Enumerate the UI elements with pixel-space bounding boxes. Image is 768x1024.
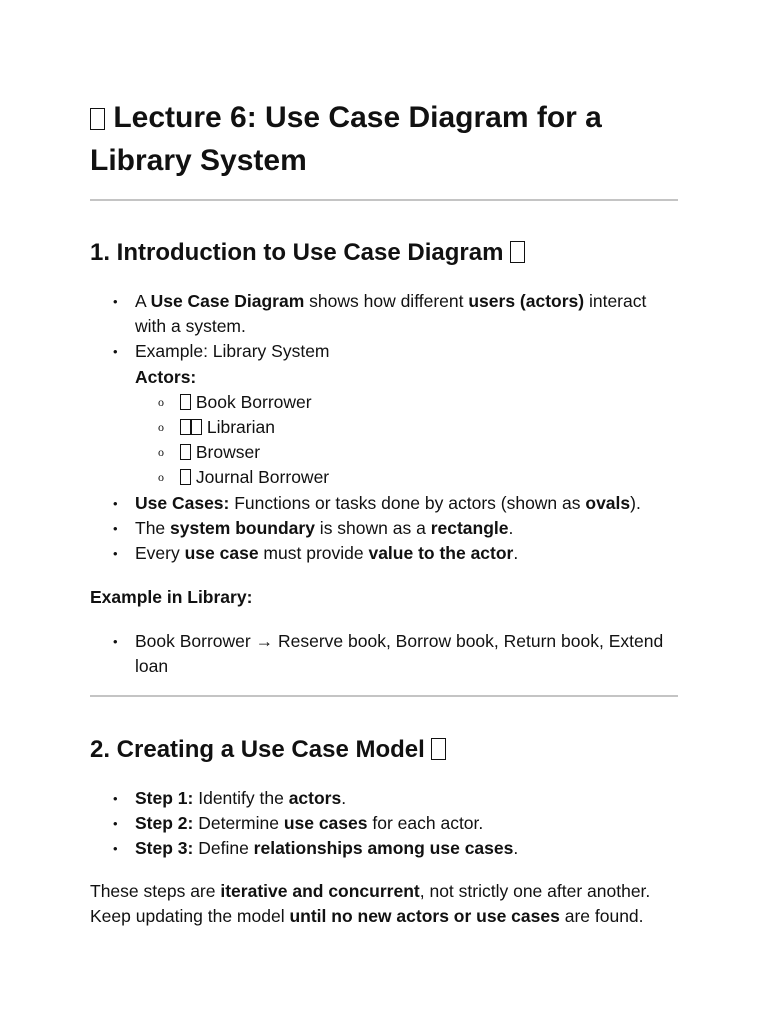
section-1-heading-text: 1. Introduction to Use Case Diagram	[90, 239, 504, 266]
actor-item: o Browser	[135, 440, 678, 465]
list-item	[90, 339, 678, 490]
actor-item: o Book Borrower	[135, 390, 678, 415]
example-text: Example: Library System	[135, 341, 330, 362]
actors-label: Actors:	[135, 366, 197, 387]
section-2-heading	[90, 735, 446, 765]
missing-glyph-icon	[90, 108, 105, 130]
section-2-heading-text: 2. Creating a Use Case Model	[90, 736, 425, 763]
list-item: • Use Cases: Functions or tasks done by actors (shown as ovals).	[90, 491, 678, 516]
page-title-text: Lecture 6: Use Case Diagram for a Library System	[90, 101, 602, 177]
divider	[90, 695, 678, 697]
section-1-heading	[90, 238, 525, 268]
librarian-emoji-icon	[180, 419, 191, 435]
intro-bullet-list	[90, 289, 678, 566]
journal-emoji-icon	[180, 469, 191, 485]
list-item: • Book Borrower → Reserve book, Borrow book, Return book, Extend loan	[90, 629, 678, 679]
missing-glyph-icon	[510, 241, 525, 263]
librarian-emoji-icon	[191, 419, 202, 435]
list-item: • The system boundary is shown as a rectangle.	[90, 516, 678, 541]
book-emoji-icon	[180, 394, 191, 410]
missing-glyph-icon	[431, 738, 446, 760]
actors-list	[135, 390, 678, 491]
steps-bullet-list	[90, 786, 678, 862]
divider	[90, 199, 678, 201]
actor-item: o Journal Borrower	[135, 465, 678, 490]
example-label: Example in Library:	[90, 587, 253, 607]
summary-paragraph: These steps are iterative and concurrent, not strictly one after another. Keep updating the model until no new actors or use cases are found.	[90, 881, 651, 927]
step-item: • Step 2: Determine use cases for each actor.	[90, 811, 678, 836]
step-item: • Step 1: Identify the actors.	[90, 786, 678, 811]
browser-emoji-icon	[180, 444, 191, 460]
list-item: • Every use case must provide value to the actor.	[90, 541, 678, 566]
list-item: • A Use Case Diagram shows how different users (actors) interact with a system.	[90, 289, 678, 339]
example-bullet-list	[90, 629, 678, 679]
step-item: • Step 3: Define relationships among use cases.	[90, 836, 678, 861]
page-title	[90, 96, 678, 182]
actor-item: o Librarian	[135, 415, 678, 440]
